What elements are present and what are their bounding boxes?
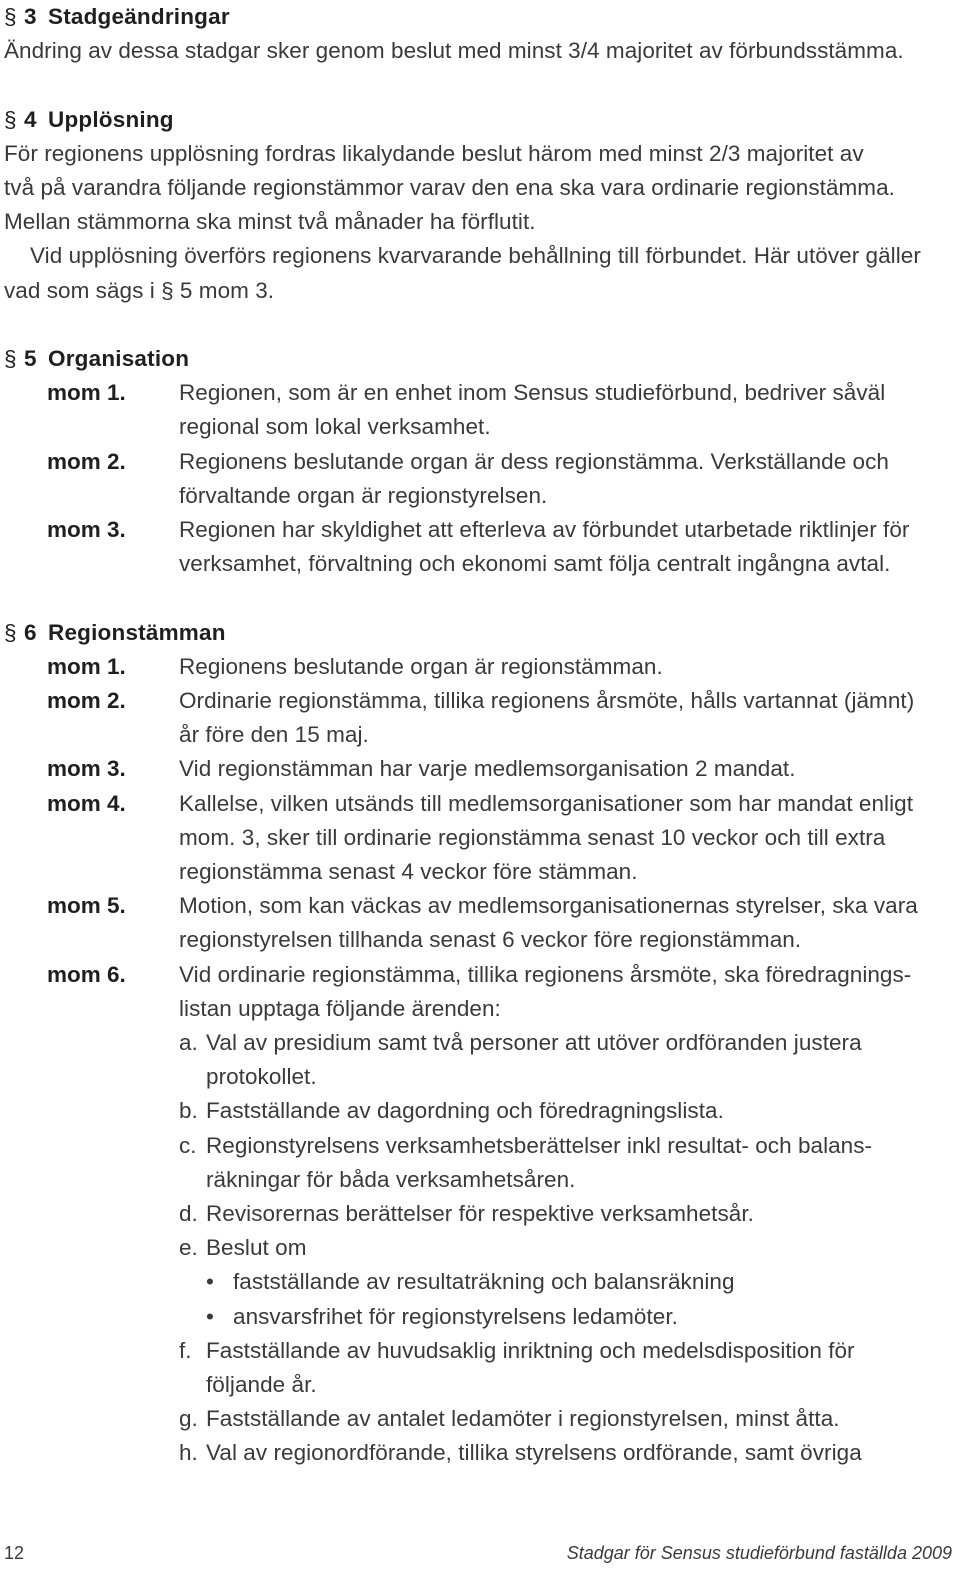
mom-item: [4, 513, 956, 581]
footer-title: Stadgar för Sensus studieförbund faställda 2009: [566, 1543, 952, 1563]
mom-item: [4, 958, 956, 1026]
agenda-line: Fastställande av huvudsaklig inriktning och medelsdisposition för: [206, 1337, 855, 1363]
bullet-item: [206, 1265, 956, 1299]
agenda-item-e: [179, 1231, 956, 1265]
mom-line: mom. 3, sker till ordinarie regionstämma senast 10 veckor och till extra: [179, 824, 886, 850]
agenda-item-c: [179, 1129, 956, 1197]
paragraph-line: Mellan stämmorna ska minst två månader ha förflutit.: [4, 209, 536, 235]
section-sign: §: [4, 346, 17, 371]
agenda-line: Val av presidium samt två personer att utöver ordföranden justera: [206, 1030, 862, 1056]
section-number: 6: [24, 619, 37, 645]
agenda-line: Beslut om: [206, 1235, 307, 1261]
section-5-heading: [4, 342, 956, 376]
mom-line: verksamhet, förvaltning och ekonomi samt följa centralt ingångna avtal.: [179, 551, 891, 577]
agenda-line: protokollet.: [206, 1064, 317, 1090]
agenda-line: Revisorernas berättelser för respektive verksamhetsår.: [206, 1201, 754, 1227]
document-page: [4, 0, 956, 1471]
mom-label: mom 3.: [47, 756, 126, 782]
agenda-line: Regionstyrelsens verksamhetsberättelser inkl resultat- och balans-: [206, 1132, 873, 1158]
section-title: Organisation: [48, 346, 190, 371]
mom-line: Vid ordinarie regionstämma, tillika regionens årsmöte, ska föredragnings-: [179, 961, 912, 987]
section-number: 3: [24, 4, 37, 29]
agenda-marker: a.: [179, 1030, 198, 1056]
mom-line: Ordinarie regionstämma, tillika regionens årsmöte, hålls vartannat (jämnt): [179, 688, 915, 714]
agenda-marker: c.: [179, 1132, 197, 1158]
agenda-item-h: [179, 1436, 956, 1470]
section-6-heading: [4, 616, 956, 650]
agenda-line: räkningar för båda verksamhetsåren.: [206, 1166, 576, 1192]
section-sign: §: [4, 4, 17, 29]
paragraph-line: För regionens upplösning fordras likalydande beslut härom med minst 2/3 majoritet av: [4, 140, 864, 166]
bullet-icon: •: [206, 1303, 214, 1329]
agenda-item-f: [179, 1334, 956, 1402]
section-3-heading: [4, 0, 956, 34]
mom-line: Kallelse, vilken utsänds till medlemsorganisationer som har mandat enligt: [179, 790, 914, 816]
bullet-text: fastställande av resultaträkning och balansräkning: [233, 1269, 735, 1295]
mom-line: Regionens beslutande organ är regionstämman.: [179, 653, 663, 679]
mom-item: [4, 752, 956, 786]
bullet-item: [206, 1300, 956, 1334]
mom-item: [4, 376, 956, 444]
agenda-marker: e.: [179, 1235, 198, 1261]
mom-line: Regionens beslutande organ är dess regionstämma. Verkställande och: [179, 448, 889, 474]
mom-label: mom 3.: [47, 517, 126, 543]
agenda-marker: g.: [179, 1406, 198, 1432]
mom-label: mom 1.: [47, 380, 126, 406]
mom-label: mom 4.: [47, 790, 126, 816]
section-sign: §: [4, 619, 17, 645]
mom-line: regionstyrelsen tillhanda senast 6 veckor före regionstämman.: [179, 927, 802, 953]
mom-item: [4, 889, 956, 957]
mom-line: förvaltande organ är regionstyrelsen.: [179, 482, 548, 508]
mom-item: [4, 787, 956, 890]
section-3-text: Ändring av dessa stadgar sker genom beslut med minst 3/4 majoritet av förbundsstämma.: [4, 38, 904, 64]
section-title: Regionstämman: [48, 619, 226, 645]
section-number: 4: [24, 106, 37, 132]
section-4-heading: [4, 103, 956, 137]
agenda-item-b: [179, 1094, 956, 1128]
mom-item: [4, 445, 956, 513]
agenda-item-g: [179, 1402, 956, 1436]
mom-line: regional som lokal verksamhet.: [179, 414, 491, 440]
page-number: 12: [4, 1543, 25, 1563]
mom-line: listan upptaga följande ärenden:: [179, 995, 501, 1021]
agenda-line: följande år.: [206, 1372, 317, 1398]
section-sign: §: [4, 106, 17, 132]
agenda-item-d: [179, 1197, 956, 1231]
agenda-marker: h.: [179, 1440, 198, 1466]
paragraph-line: Vid upplösning överförs regionens kvarvarande behållning till förbundet. Här utöver gäller: [30, 243, 921, 269]
mom-item: [4, 684, 956, 752]
section-title: Upplösning: [48, 106, 174, 132]
mom-line: Motion, som kan väckas av medlemsorganisationernas styrelser, ska vara: [179, 893, 918, 919]
mom-item: [4, 650, 956, 684]
agenda-line: Fastställande av dagordning och föredragningslista.: [206, 1098, 724, 1124]
paragraph-line: två på varandra följande regionstämmor varav den ena ska vara ordinarie regionstämma.: [4, 175, 895, 200]
agenda-line: Val av regionordförande, tillika styrelsens ordförande, samt övriga: [206, 1440, 862, 1466]
mom-line: Vid regionstämman har varje medlemsorganisation 2 mandat.: [179, 756, 796, 782]
mom-label: mom 1.: [47, 653, 126, 679]
agenda-marker: f.: [179, 1337, 192, 1363]
agenda-marker: d.: [179, 1201, 198, 1227]
mom-label: mom 2.: [47, 448, 126, 474]
mom-line: år före den 15 maj.: [179, 722, 369, 748]
section-number: 5: [24, 346, 37, 371]
mom-label: mom 5.: [47, 893, 126, 919]
agenda-marker: b.: [179, 1098, 198, 1124]
bullet-icon: •: [206, 1269, 214, 1295]
agenda-line: Fastställande av antalet ledamöter i regionstyrelsen, minst åtta.: [206, 1406, 840, 1432]
mom-label: mom 6.: [47, 961, 126, 987]
agenda-item-a: [179, 1026, 956, 1094]
mom-line: Regionen, som är en enhet inom Sensus studieförbund, bedriver såväl: [179, 380, 886, 406]
mom-line: Regionen har skyldighet att efterleva av förbundet utarbetade riktlinjer för: [179, 517, 910, 543]
mom-line: regionstämma senast 4 veckor före stämman.: [179, 859, 638, 885]
bullet-text: ansvarsfrihet för regionstyrelsens ledamöter.: [233, 1303, 678, 1329]
mom-label: mom 2.: [47, 688, 126, 714]
section-title: Stadgeändringar: [48, 4, 230, 29]
paragraph-line: vad som sägs i § 5 mom 3.: [4, 277, 275, 303]
